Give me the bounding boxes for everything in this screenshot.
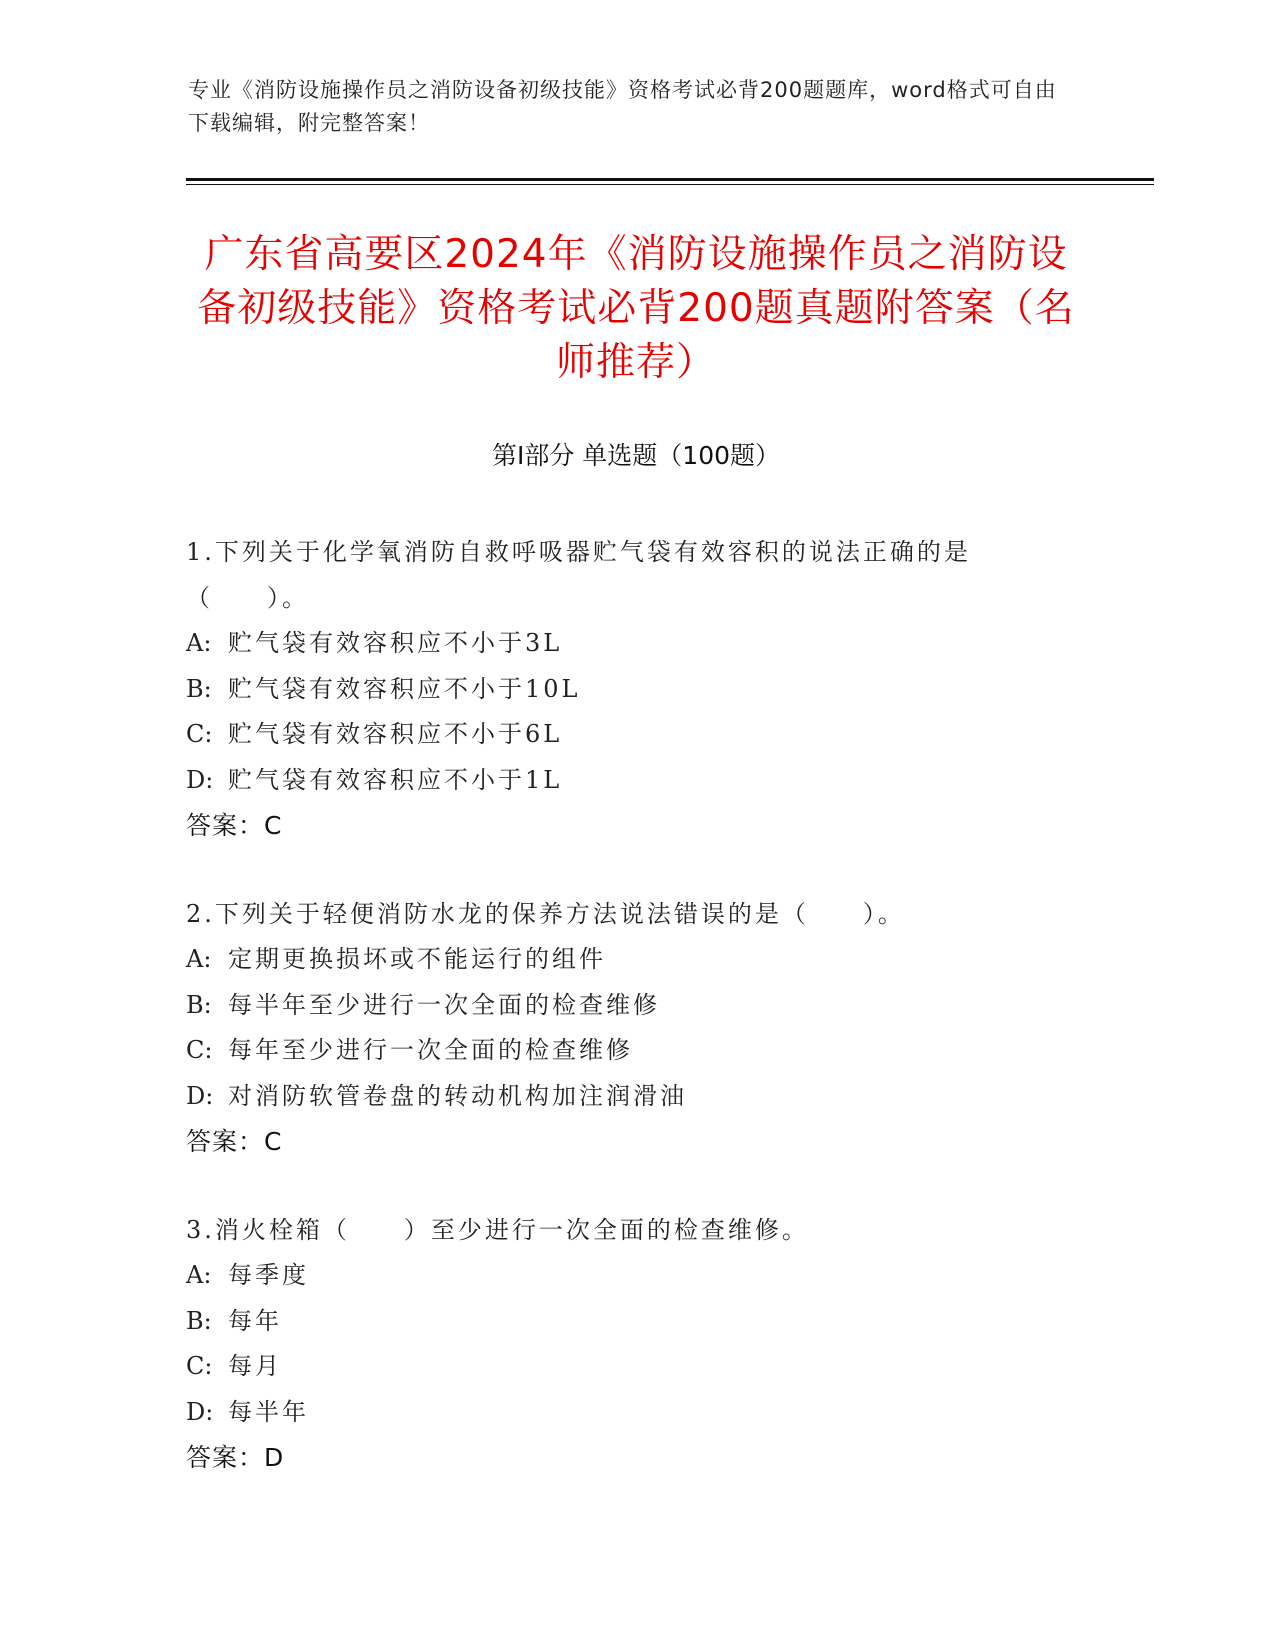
option-key: C: [186,1352,213,1380]
question-option [186,621,1066,667]
option-text: 每半年 [228,1397,309,1426]
option-text: 每年至少进行一次全面的检查维修 [228,1036,633,1064]
option-key: C: [186,1036,213,1064]
option-key: A: [186,629,212,657]
option-text: 每半年至少进行一次全面的检查维修 [228,990,660,1019]
option-key: A: [186,945,212,973]
option-text: 每季度 [228,1261,309,1289]
question-option [186,1253,1066,1299]
option-text: 每年 [228,1306,282,1335]
question-option [186,758,1066,804]
question-option [186,1299,1066,1345]
question-item [186,892,1066,1165]
answer-text: 答案：C [186,811,283,840]
option-key: B: [186,1306,212,1335]
question-stem: 3.消火栓箱（ ）至少进行一次全面的检查维修。 [186,1215,809,1244]
question-list [186,530,1066,1524]
option-text: 对消防软管卷盘的转动机构加注润滑油 [228,1081,687,1110]
option-key: D: [186,1081,214,1110]
option-key: B: [186,674,212,703]
answer-text: 答案：C [186,1127,283,1156]
question-option [186,937,1066,983]
option-text: 贮气袋有效容积应不小于1L [228,765,563,794]
option-key: D: [186,1397,214,1426]
header-note: 专业《消防设施操作员之消防设备初级技能》资格考试必背200题题库，word格式可自由下载编辑，附完整答案！ [188,78,1057,135]
question-option [186,667,1066,713]
question-item [186,1208,1066,1481]
option-text: 定期更换损坏或不能运行的组件 [228,945,606,973]
question-option [186,1344,1066,1390]
answer-text: 答案：D [186,1443,285,1472]
option-key: C: [186,720,213,748]
option-text: 贮气袋有效容积应不小于3L [228,629,563,657]
option-key: B: [186,990,212,1019]
section-title: 第Ⅰ部分 单选题（100题） [491,441,781,470]
question-option [186,712,1066,758]
option-text: 每月 [228,1352,282,1380]
option-key: D: [186,765,214,794]
page-title: 广东省高要区2024年《消防设施操作员之消防设备初级技能》资格考试必背200题真题附答案（名师推荐） [197,232,1075,385]
question-option [186,1028,1066,1074]
option-text: 贮气袋有效容积应不小于10L [228,674,581,703]
header-rule-thick [186,178,1154,181]
question-option [186,1390,1066,1436]
question-option [186,983,1066,1029]
option-text: 贮气袋有效容积应不小于6L [228,720,563,748]
question-item [186,530,1066,849]
question-option [186,1074,1066,1120]
option-key: A: [186,1261,212,1289]
header-rule-thin [186,184,1154,185]
question-stem: 1.下列关于化学氧消防自救呼吸器贮气袋有效容积的说法正确的是（ ）。 [186,538,971,612]
question-stem: 2.下列关于轻便消防水龙的保养方法说法错误的是（ ）。 [186,899,905,928]
